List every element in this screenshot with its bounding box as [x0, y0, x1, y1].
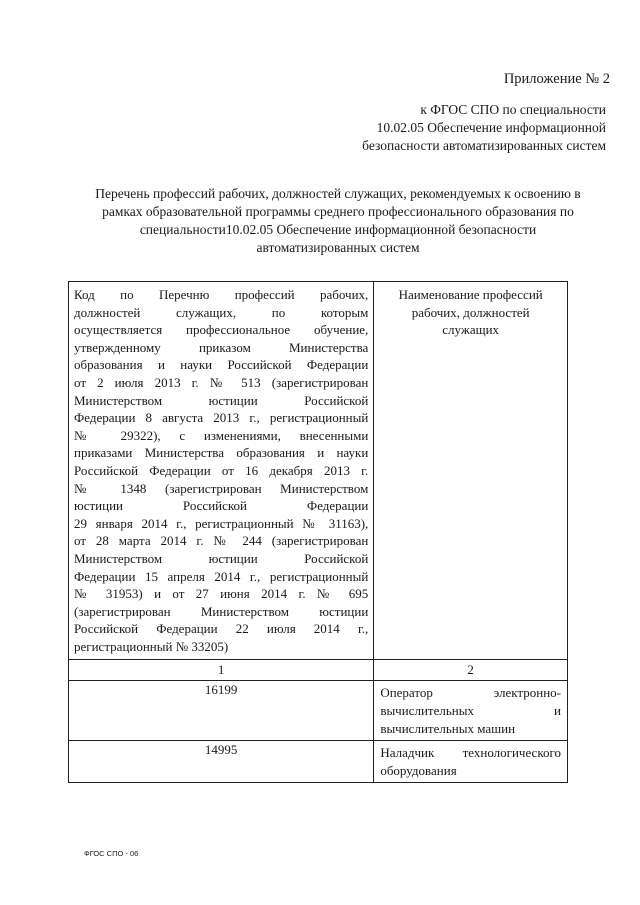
- professions-table: [68, 281, 568, 783]
- header-line: образования и науки Российской Федерации: [74, 357, 369, 373]
- header-line: служащих: [442, 322, 500, 338]
- header-line: Код по Перечню профессий рабочих,: [74, 287, 369, 302]
- header-line: Российской Федерации от 16 декабря 2013 г.: [74, 462, 369, 478]
- appendix-line: безопасности автоматизированных систем: [362, 138, 606, 153]
- header-line: Российской Федерации 22 июля 2014 г.,: [74, 621, 369, 637]
- header-line: от 28 марта 2014 г. № 244 (зарегистрирован: [74, 533, 369, 549]
- name-line: вычислительных машин: [380, 720, 516, 736]
- header-line: рабочих, должностей: [411, 304, 530, 320]
- profession-name: [374, 681, 568, 741]
- name-column-header: [374, 282, 568, 660]
- table-row: [69, 681, 568, 741]
- table-header-row: [69, 282, 568, 660]
- header-line: Министерством юстиции Российской: [74, 392, 369, 408]
- appendix-line: к ФГОС СПО по специальности: [420, 102, 606, 117]
- header-line: юстиции Российской Федерации: [74, 498, 369, 514]
- header-line: № 29322), с изменениями, внесенными: [74, 427, 369, 443]
- header-line: Министерством юстиции Российской: [74, 550, 369, 566]
- header-line: № 1348 (зарегистрирован Министерством: [74, 480, 369, 496]
- title-line: рамках образовательной программы среднего профессионального образования по: [102, 204, 574, 219]
- header-line: № 31953) и от 27 июня 2014 г. № 695: [74, 586, 369, 602]
- column-number: 2: [374, 660, 568, 681]
- header-line: должностей служащих, по которым: [74, 304, 369, 320]
- header-line: приказами Министерства образования и науки: [74, 445, 369, 461]
- name-line: Оператор электронно-: [380, 685, 561, 701]
- header-line: Наименование профессий: [398, 287, 543, 302]
- header-line: Федерации 15 апреля 2014 г., регистрационный: [74, 568, 369, 584]
- header-line: 29 января 2014 г., регистрационный № 31163),: [74, 515, 369, 531]
- name-line: оборудования: [380, 762, 457, 778]
- title-line: автоматизированных систем: [256, 240, 420, 255]
- document-title: [70, 185, 606, 257]
- appendix-reference: [306, 101, 606, 155]
- name-line: Наладчик технологического: [380, 745, 561, 761]
- header-line: регистрационный № 33205): [74, 638, 229, 654]
- header-line: от 2 июля 2013 г. № 513 (зарегистрирован: [74, 374, 369, 390]
- profession-code: 14995: [69, 741, 374, 783]
- appendix-line: 10.02.05 Обеспечение информационной: [376, 120, 606, 135]
- header-line: осуществляется профессиональное обучение,: [74, 322, 369, 338]
- header-line: утвержденному приказом Министерства: [74, 339, 369, 355]
- title-line: специальности10.02.05 Обеспечение информационной безопасности: [139, 222, 537, 237]
- header-line: Федерации 8 августа 2013 г., регистрационный: [74, 410, 369, 426]
- appendix-number: Приложение № 2: [503, 71, 610, 87]
- column-number-row: [69, 660, 568, 681]
- name-line: вычислительных и: [380, 703, 561, 719]
- table-row: [69, 741, 568, 783]
- header-line: (зарегистрирован Министерством юстиции: [74, 603, 369, 619]
- profession-name: [374, 741, 568, 783]
- title-line: Перечень профессий рабочих, должностей служащих, рекомендуемых к освоению в: [95, 186, 581, 201]
- code-column-header: [69, 282, 374, 660]
- footer-code: ФГОС СПО - 06: [84, 849, 139, 858]
- profession-code: 16199: [69, 681, 374, 741]
- column-number: 1: [69, 660, 374, 681]
